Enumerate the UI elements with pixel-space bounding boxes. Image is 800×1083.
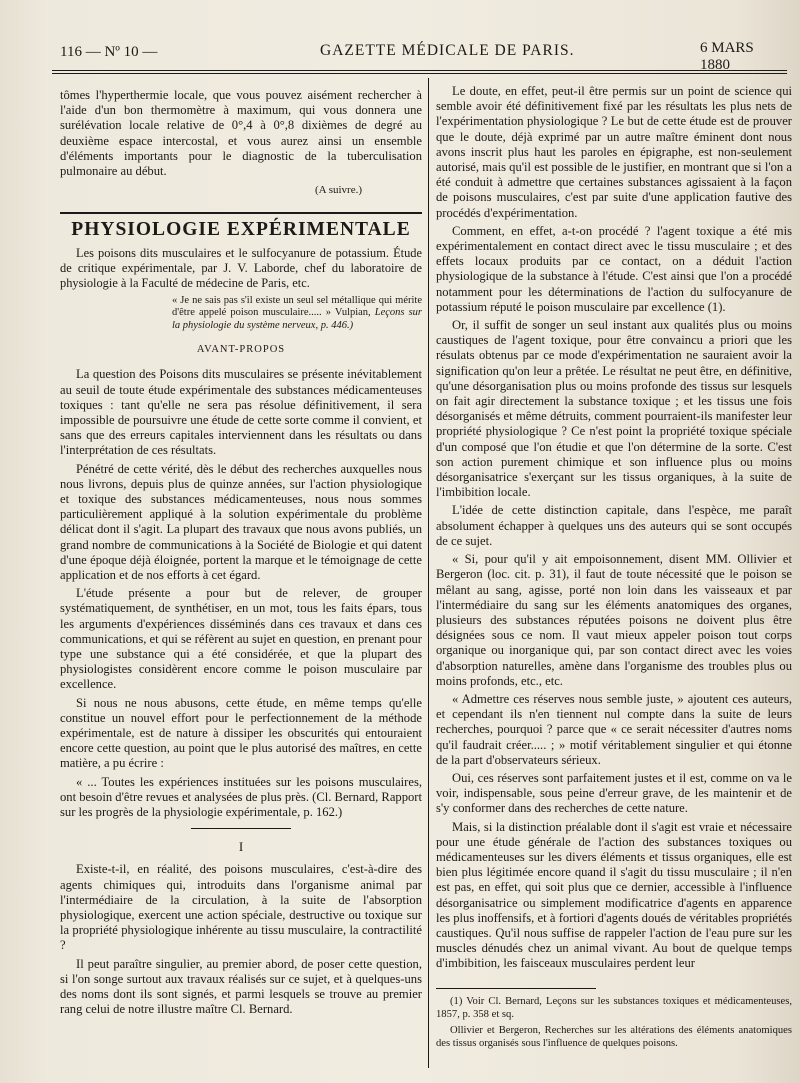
epigraph-source: Leçons sur la physiologie du système nerveux, p. 446.) — [172, 307, 422, 331]
footnote: (1) Voir Cl. Bernard, Leçons sur les substances toxiques et médicamenteuses, 1857, p. 358 et sq. — [436, 995, 792, 1020]
paragraph: Le doute, en effet, peut-il être permis sur un point de science qui semble avoir été définitivement fixé par les résultats les plus nets de l'expérimentation physiologique ? Le but de cette étude est de prouver que le doute, déjà exprimé par un autre maître éminent dont nous avons inscrit plus haut les paroles en épigraphe, est non-seulement autorisé, mais qu'il est possible de le justifier, en montrant que si l'on a été conduit à admettre que certaines substances agissaient à la façon de poisons musculaires, c'est par suite d'une application fautive des procédés d'expérimentation. — [436, 84, 792, 220]
footnote: Ollivier et Bergeron, Recherches sur les altérations des éléments anatomiques des tissus organisés sous l'influence de quelques poisons. — [436, 1024, 792, 1049]
section-title: PHYSIOLOGIE EXPÉRIMENTALE — [71, 219, 411, 241]
paragraph: Mais, si la distinction préalable dont il s'agit est vraie et nécessaire pour une étude générale de l'action des substances toxiques ou médicamenteuses sur les divers éléments et tissus organiques, elle est bien plus légitimée encore quand il s'agit du tissu musculaire ; il n'en est pas, en effet, qui soit plus que ce dernier, accessible à l'influence désorganisatrice ou simplement modificatrice d'agents en apparence les plus inoffensifs, et à fortiori d'agents doués de véritables propriétés caustiques. Qu'il nous suffise de rappeler l'action de l'eau pure sur les muscles dénudés chez un animal vivant. Au bout de quelque temps d'imbibition, les faisceaux musculaires perdent leur — [436, 819, 792, 971]
paragraph: Existe-t-il, en réalité, des poisons musculaires, c'est-à-dire des agents chimiques qui, introduits dans l'organisme animal par l'intermédiaire de la circulation, à la suite de l'absorption physiologique, exercent une action spéciale, destructive ou toxique sur la propriété physiologique inhérente au tissu musculaire, la contractilité ? — [60, 862, 422, 953]
section-separator — [60, 212, 422, 214]
continuation-paragraph: tômes l'hyperthermie locale, que vous pouvez aisément rechercher à l'aide d'un bon thermomètre à maximum, qui vous donnera une surélévation locale relative de 0°,4 à 0°,8 dixièmes de degré au deuxième espace intercostal, et vous aurez ainsi un ensemble d'éléments importants pour le diagnostic de la tuberculisation pulmonaire au début. — [60, 88, 422, 179]
paragraph: La question des Poisons dits musculaires se présente inévitablement au seuil de toute étude expérimentale des substances médicamenteuses toxiques : tant qu'elle ne sera pas résolue définitivement, il sera impossible de poursuivre une étude de cette sorte comme il convient, et sans que des erreurs capitales interviennent dans les résultats ou dans l'interprétation de ces résultats. — [60, 367, 422, 458]
journal-title: GAZETTE MÉDICALE DE PARIS. — [320, 42, 575, 59]
avant-propos-heading: AVANT-PROPOS — [196, 344, 286, 356]
section-number: I — [238, 839, 244, 855]
epigraph — [172, 295, 422, 333]
paragraph: L'idée de cette distinction capitale, dans l'espèce, me paraît absolument échapper à quelques uns des auteurs qui se sont occupés de ce sujet. — [436, 503, 792, 548]
left-column — [60, 88, 422, 1073]
a-suivre-note: (A suivre.) — [314, 184, 362, 197]
paragraph: Pénétré de cette vérité, dès le début des recherches auxquelles nous nous livrons, depuis plus de quinze années, sur l'action physiologique et toxique des substances médicamenteuses, nous nous sommes particulièrement appliqué à la solution expérimentale du problème délicat dont il s'agit. La plupart des travaux que nous avons publiés, un grand nombre de communications à la Société de Biologie et qui datent d'une époque déjà éloignée, portent la marque et le témoignage de cette application et de nos efforts à cet égard. — [60, 461, 422, 582]
issue-date: 6 MARS 1880 — [700, 40, 754, 73]
divider — [191, 828, 291, 829]
quotation: « ... Toutes les expériences instituées sur les poisons musculaires, ont besoin d'être revues et analysées de plus près. (Cl. Bernard, Rapport sur les progrès de la physiologie expérimentale, p. 162.) — [60, 774, 422, 820]
paragraph: Oui, ces réserves sont parfaitement justes et il est, comme on va le voir, indispensable, sous peine d'erreur grave, de les maintenir et de s'y conformer dans des recherches de cette nature. — [436, 770, 792, 816]
article-title: Les poisons dits musculaires et le sulfocyanure de potassium. Étude de critique expérimentale, par J. V. Laborde, chef du laboratoire de physiologie à la Faculté de médecine de Paris, etc. — [60, 245, 422, 290]
paragraph: « Si, pour qu'il y ait empoisonnement, disent MM. Ollivier et Bergeron (loc. cit. p. 31), il faut de toute nécessité que le poison se mêlant au sang, agisse, porté non loin dans les vaisseaux et par l'intermédiaire du sang sur les éléments anatomiques des organes, plusieurs des substances réputées poisons ne doivent plus être désignées sous ce nom. Il vaut mieux appeler poison tout corps organique ou inorganique qui, par son contact direct avec les voies d'absorption naturelles, amène dans l'organisme des troubles plus ou moins profonds, etc., etc. — [436, 552, 792, 688]
header-rule-inner — [52, 73, 787, 74]
footnote-rule — [436, 988, 596, 989]
right-column — [436, 84, 792, 1059]
paragraph: « Admettre ces réserves nous semble juste, » ajoutent ces auteurs, et cependant ils n'en tiennent nul compte dans la suite de leurs recherches, pourquoi ? parce que « ce serait nécessiter d'autres noms qu'il faudrait créer..... ; » motif véritablement singulier et qui étonne de la part d'observateurs sérieux. — [436, 691, 792, 767]
paragraph: Or, il suffit de songer un seul instant aux qualités plus ou moins caustiques de l'agent toxique, pour être convaincu a priori que les résulats obtenus par ce mode d'expérimentation ne sauraient avoir la signification qu'on leur a prêtée. Le résultat ne peut être, en définitive, qu'une désorganisation plus ou moins profonde des tissus sur lesquels on fait agir directement la substance toxique ; et les tissus une fois désorganisés et même détruits, comment pourraient-ils manifester leur propriété physiologique ? Ce n'est point la propriété toxique spéciale d'un composé que l'on étudie et que l'on détermine de la sorte. C'est son action purement chimique et son influence plus ou moins désorganisatrice s'exerçant sur les tissus organiques, à la suite de l'imbibition locale. — [436, 318, 792, 500]
paragraph: Comment, en effet, a-t-on procédé ? l'agent toxique a été mis expérimentalement en contact direct avec le tissu musculaire ; et des effets locaux produits par ce contact, on a déduit l'action physiologique de la substance à l'étude. C'est ainsi que l'on a procédé notamment pour les déterminations de l'action du sulfocyanure de potassium réputé le poison musculaire par excellence (1). — [436, 223, 792, 314]
paragraph: Il peut paraître singulier, au premier abord, de poser cette question, si l'on songe surtout aux travaux réalisés sur ce sujet, et à quelques-uns des noms dont ils sont signés, et parmi lesquels se trouve au premier rang celui de notre illustre maître Cl. Bernard. — [60, 956, 422, 1017]
column-divider — [428, 78, 429, 1068]
paragraph: L'étude présente a pour but de relever, de grouper systématiquement, de synthétiser, en un mot, tous les faits épars, tous les arguments d'expériences disséminés dans ces travaux et dans ces communications, et qui se réfèrent au sujet en question, en prenant pour type une substance qui a été considérée, et que la plupart des physiologistes considèrent encore comme le poison musculaire par excellence. — [60, 586, 422, 692]
epigraph-text: « Je ne sais pas s'il existe un seul sel métallique qui mérite d'être appelé poison musculaire..... » Vulpian, — [172, 294, 422, 319]
page-header — [60, 40, 785, 73]
header-rule — [52, 70, 787, 71]
page-number: 116 — Nº 10 — — [60, 44, 158, 60]
paragraph: Si nous ne nous abusons, cette étude, en même temps qu'elle constitue un nouvel effort pour le perfectionnement de la méthode expérimentale, est de nature à dissiper les obscurités qui entouraient encore cette question, au point que le plus autorisé des maîtres, en cette matière, a pu écrire : — [60, 695, 422, 771]
footnotes — [436, 995, 792, 1050]
